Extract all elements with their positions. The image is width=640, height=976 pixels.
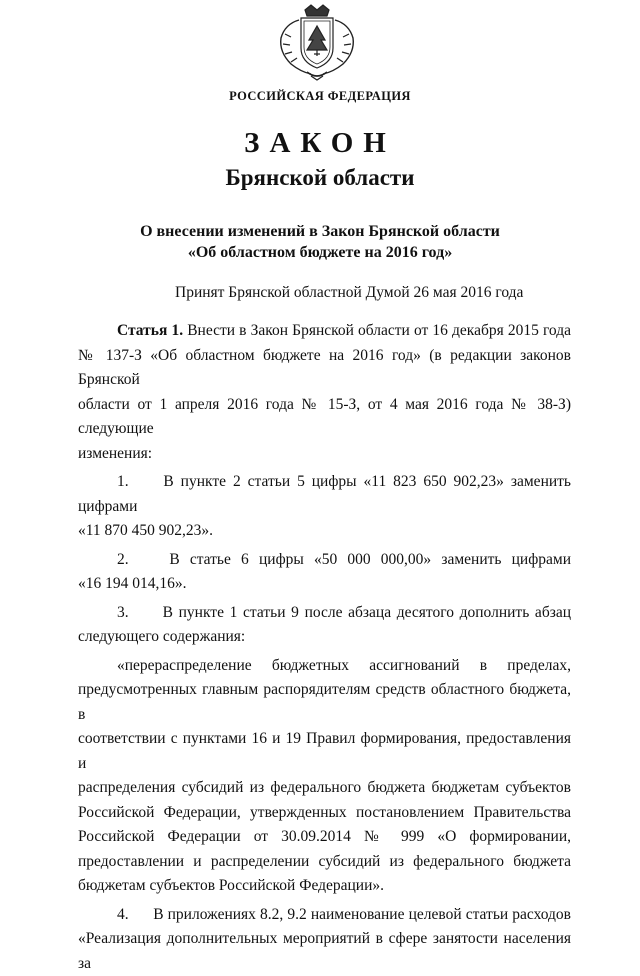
quote-line-5: Российской Федерации, утвержденных постановлением Правительства [78, 803, 571, 821]
article-1-line-3: области от 1 апреля 2016 года № 15-З, от 4 мая 2016 года № 38-З) следующие [78, 395, 571, 437]
article-1-label: Статья 1. [117, 322, 184, 339]
item-3-number: 3. [117, 603, 129, 621]
coat-of-arms-icon [271, 4, 363, 82]
region-title: Брянской области [225, 165, 415, 190]
quote-line-2: предусмотренных главным распорядителям средств областного бюджета, в [78, 681, 571, 723]
item-2-line-2: «16 194 014,16». [78, 575, 187, 592]
item-4-line-1: 4. В приложениях 8.2, 9.2 наименование целевой статьи расходов [117, 905, 571, 923]
quote-line-1: «перераспределение бюджетных ассигнований в пределах, [117, 656, 571, 674]
quote-line-4: распределения субсидий из федерального бюджета бюджетам субъектов [78, 779, 571, 796]
law-subject [0, 221, 640, 263]
item-3-line-2: следующего содержания: [78, 628, 246, 645]
item-1-line-2: «11 870 450 902,23». [78, 522, 214, 539]
item-2-number: 2. [117, 550, 129, 568]
item-4-line-2: «Реализация дополнительных мероприятий в сфере занятости населения за [78, 930, 571, 972]
subject-line-1: О внесении изменений в Закон Брянской области [140, 223, 500, 240]
adoption-note: Принят Брянской областной Думой 26 мая 2016 года [175, 284, 524, 301]
item-3-line-1: 3. В пункте 1 статьи 9 после абзаца десятого дополнить абзац [117, 603, 571, 621]
quote-line-6: Российской Федерации от 30.09.2014 № 999 «О формировании, [78, 828, 571, 845]
article-1-line-4: изменения: [78, 444, 153, 462]
quote-line-8: бюджетам субъектов Российской Федерации». [78, 877, 385, 894]
article-1-line-2: № 137-З «Об областном бюджете на 2016 год» (в редакции законов Брянской [78, 346, 571, 388]
item-4-number: 4. [117, 905, 129, 923]
item-2-line-1: 2. В статье 6 цифры «50 000 000,00» заменить цифрами [117, 550, 572, 568]
document-type-title: ЗАКОН [244, 127, 396, 159]
quote-line-3: соответствии с пунктами 16 и 19 Правил формирования, предоставления и [78, 730, 571, 772]
article-1-line-1: Статья 1. Внести в Закон Брянской области от 16 декабря 2015 года [117, 322, 572, 339]
item-1-number: 1. [117, 473, 129, 490]
subject-line-2: «Об областном бюджете на 2016 год» [187, 244, 453, 261]
document-body [78, 319, 571, 976]
item-1-line-1: 1. В пункте 2 статьи 5 цифры «11 823 650 902,23» заменить цифрами [78, 473, 571, 515]
quote-line-7: предоставлении и распределении субсидий из федерального бюджета [78, 852, 571, 870]
country-name: РОССИЙСКАЯ ФЕДЕРАЦИЯ [229, 89, 411, 103]
